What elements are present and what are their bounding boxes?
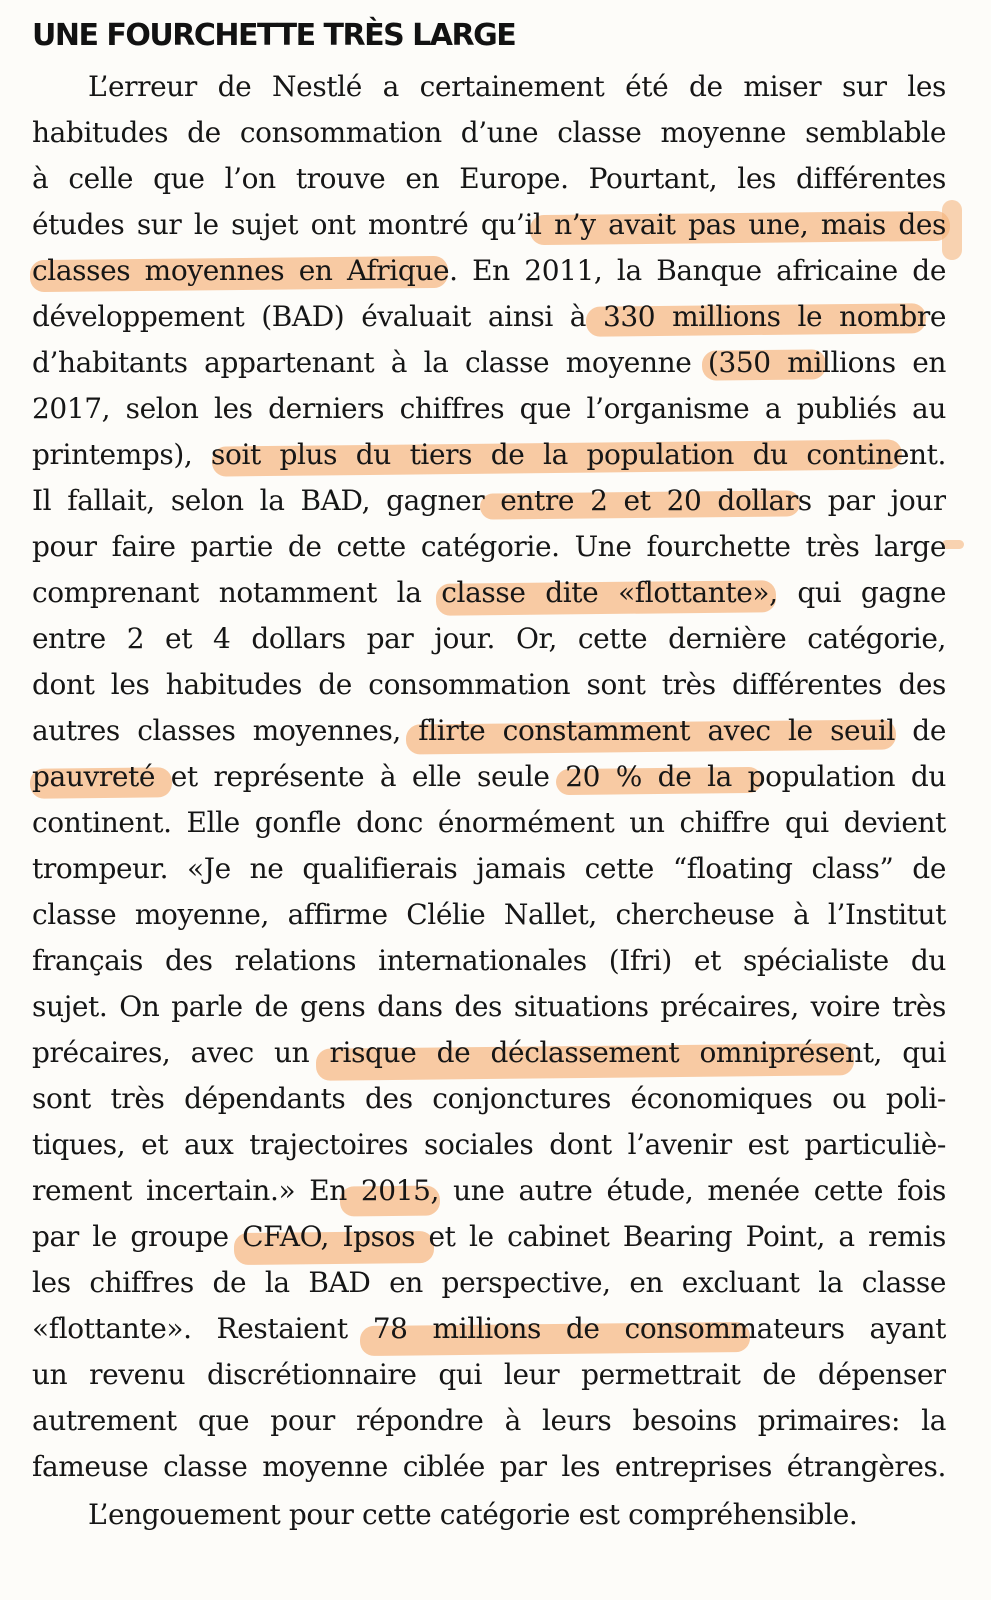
text-line: «flottante». Restaient 78 millions de consommateurs ayant xyxy=(32,1312,946,1345)
text-line: français des relations internationales (Ifri) et spécialiste du xyxy=(32,944,946,977)
text-line: précaires, avec un risque de déclassement omniprésent, qui xyxy=(32,1036,946,1069)
section-heading: UNE FOURCHETTE TRÈS LARGE xyxy=(32,18,516,53)
text-line: classe moyenne, affirme Clélie Nallet, chercheuse à l’Institut xyxy=(32,898,946,931)
text-line: continent. Elle gonfle donc énormément un chiffre qui devient xyxy=(32,806,946,839)
text-line: autrement que pour répondre à leurs besoins primaires: la xyxy=(32,1404,946,1437)
text-line: dont les habitudes de consommation sont très différentes des xyxy=(32,668,946,701)
text-line: fameuse classe moyenne ciblée par les entreprises étrangères. xyxy=(32,1450,946,1483)
text-line: 2017, selon les derniers chiffres que l’organisme a publiés au xyxy=(32,392,946,425)
text-line: habitudes de consommation d’une classe moyenne semblable xyxy=(32,116,946,149)
text-line: études sur le sujet ont montré qu’il n’y avait pas une, mais des xyxy=(32,208,946,241)
text-line: d’habitants appartenant à la classe moyenne (350 millions en xyxy=(32,346,946,379)
text-line: L’engouement pour cette catégorie est compréhensible. xyxy=(88,1498,858,1531)
text-line: L’erreur de Nestlé a certainement été de miser sur les xyxy=(88,70,946,103)
text-line: autres classes moyennes, flirte constamment avec le seuil de xyxy=(32,714,946,747)
text-line: développement (BAD) évaluait ainsi à 330 millions le nombre xyxy=(32,300,946,333)
text-line: un revenu discrétionnaire qui leur permettrait de dépenser xyxy=(32,1358,946,1391)
text-line: classes moyennes en Afrique. En 2011, la Banque africaine de xyxy=(32,254,946,287)
text-line: comprenant notamment la classe dite «flottante», qui gagne xyxy=(32,576,946,609)
text-line: les chiffres de la BAD en perspective, en excluant la classe xyxy=(32,1266,946,1299)
text-line: printemps), soit plus du tiers de la population du continent. xyxy=(32,438,946,471)
text-line: rement incertain.» En 2015, une autre étude, menée cette fois xyxy=(32,1174,946,1207)
text-line: sont très dépendants des conjonctures économiques ou poli- xyxy=(32,1082,946,1115)
text-line: sujet. On parle de gens dans des situations précaires, voire très xyxy=(32,990,946,1023)
text-line: à celle que l’on trouve en Europe. Pourtant, les différentes xyxy=(32,162,946,195)
text-line: pauvreté et représente à elle seule 20 % de la population du xyxy=(32,760,946,793)
text-line: tiques, et aux trajectoires sociales dont l’avenir est particuliè- xyxy=(32,1128,946,1161)
text-line: par le groupe CFAO, Ipsos et le cabinet Bearing Point, a remis xyxy=(32,1220,946,1253)
text-line: pour faire partie de cette catégorie. Une fourchette très large xyxy=(32,530,946,563)
text-line: Il fallait, selon la BAD, gagner entre 2 et 20 dollars par jour xyxy=(32,484,946,517)
text-line: entre 2 et 4 dollars par jour. Or, cette dernière catégorie, xyxy=(32,622,946,655)
text-line: trompeur. «Je ne qualifierais jamais cette “floating class” de xyxy=(32,852,946,885)
